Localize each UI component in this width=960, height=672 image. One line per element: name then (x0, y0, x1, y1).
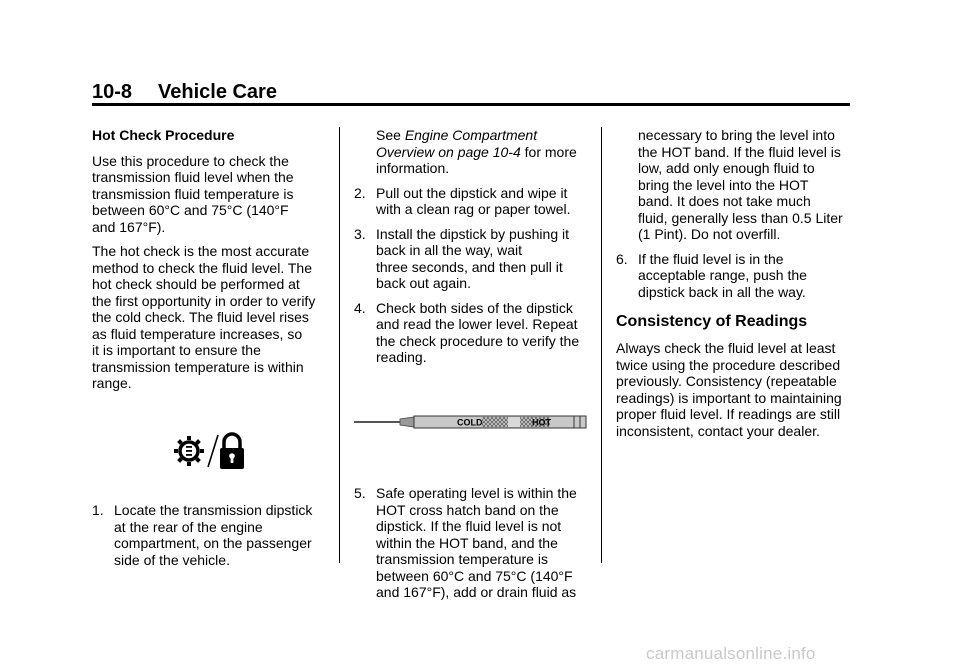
text-line: transmission fluid temperature is (92, 185, 294, 202)
text-line: The hot check is the most accurate (92, 243, 310, 259)
text-line: and 167°F). (92, 218, 166, 235)
step-2 (354, 185, 594, 218)
section-title: Vehicle Care (158, 81, 277, 103)
subheading-hot-check: Hot Check Procedure (92, 127, 235, 143)
step-5-continued (616, 127, 856, 243)
warning-icons (172, 431, 248, 471)
header-rule (92, 103, 850, 106)
dipstick-hot-label: HOT (532, 417, 551, 428)
text-line: low, add only enough fluid to (638, 160, 815, 176)
ref-link[interactable]: Overview on page 10-4 (376, 143, 521, 160)
text-line: acceptable range, push the (638, 267, 807, 283)
text-line: previously. Consistency (repeatable (616, 373, 837, 389)
text-line: at the rear of the engine (114, 518, 263, 535)
step-5 (354, 485, 594, 609)
column-3 (616, 127, 856, 447)
text-line: Use this procedure to check the (92, 152, 289, 169)
text-line: necessary to bring the level into (638, 127, 835, 143)
text-line: fluid, generally less than 0.5 Liter (638, 209, 843, 226)
column-1 (92, 127, 332, 400)
text-line: as fluid temperature increases, so (92, 325, 303, 342)
text-line: inconsistent, contact your dealer. (616, 422, 820, 439)
text-line: back out again. (376, 275, 471, 291)
text-line: method to check the fluid level. The (92, 259, 312, 276)
step-6 (616, 251, 856, 301)
text-line: between 60°C and 75°C (140°F (92, 202, 289, 218)
text-line: side of the vehicle. (114, 551, 230, 568)
text-line: proper fluid level. If readings are still (616, 406, 841, 422)
step-1 (92, 502, 332, 576)
text-line: (1 Pint). Do not overfill. (638, 226, 781, 242)
slash-separator (208, 435, 218, 467)
step-3 (354, 226, 594, 292)
transmission-temperature-icon (174, 436, 204, 466)
text-line: readings) is important to maintaining (616, 389, 842, 406)
page-number: 10-8 (92, 81, 133, 103)
text-line: and read the lower level. Repeat (376, 316, 578, 332)
text-line: it is important to ensure the (92, 342, 261, 358)
dipstick-cold-label: COLD (457, 417, 483, 428)
text-line: transmission fluid level when the (92, 169, 294, 185)
text-see: See (376, 127, 401, 143)
step-number: 5. (354, 485, 366, 501)
step-number: 1. (92, 502, 104, 518)
text-line: If the fluid level is in the (638, 250, 784, 267)
paragraph-intro (92, 153, 332, 236)
column-divider (339, 127, 340, 563)
text-line: the first opportunity in order to verify (92, 292, 316, 309)
text-line: Pull out the dipstick and wipe it (376, 184, 568, 201)
text-line: between 60°C and 75°C (140°F (376, 567, 573, 584)
text-line: information. (376, 160, 450, 176)
text-line: band. It does not take much (638, 193, 811, 209)
cross-reference (354, 127, 594, 177)
column-divider (601, 127, 602, 563)
text-line: reading. (376, 349, 427, 365)
watermark: carmanualsonline.info (646, 644, 816, 663)
text-line: hot check should be performed at (92, 276, 300, 292)
step-number: 4. (354, 299, 366, 316)
text-line: dipstick. If the fluid level is not (376, 518, 562, 534)
text-line: twice using the procedure described (616, 356, 841, 373)
text-line: dipstick back in all the way. (638, 283, 806, 300)
lock-icon (220, 434, 244, 469)
text-line: Safe operating level is within the (376, 485, 577, 501)
text-line: bring the level into the HOT (638, 176, 809, 193)
text-line: for more (524, 143, 577, 160)
text-line: the check procedure to verify the (376, 332, 580, 349)
ref-link[interactable]: Engine Compartment (404, 127, 538, 143)
step-number: 2. (354, 184, 366, 201)
step-4 (354, 300, 594, 366)
text-line: Check both sides of the dipstick (376, 299, 573, 316)
text-line: range. (92, 375, 132, 391)
text-line: Install the dipstick by pushing it (376, 225, 569, 242)
paragraph-consistency (616, 340, 856, 439)
page-header (92, 80, 850, 104)
heading-consistency: Consistency of Readings (616, 313, 808, 330)
text-line: the HOT band. If the fluid level is (638, 143, 841, 160)
text-line: HOT cross hatch band on the (376, 501, 559, 518)
text-line: Always check the fluid level at least (616, 340, 836, 356)
text-line: transmission temperature is (376, 551, 548, 567)
text-line: compartment, on the passenger (114, 535, 312, 551)
text-line: within the HOT band, and the (376, 534, 558, 551)
text-line: Locate the transmission dipstick (114, 502, 313, 518)
text-line: back in all the way, wait (376, 242, 523, 258)
paragraph-hot-check (92, 243, 332, 392)
text-line: the cold check. The fluid level rises (92, 309, 309, 325)
step-number: 3. (354, 225, 366, 242)
text-line: and 167°F), add or drain fluid as (376, 584, 577, 600)
text-line: three seconds, and then pull it (376, 258, 563, 275)
dipstick-illustration (354, 408, 590, 436)
text-line: transmission temperature is within (92, 358, 304, 375)
step-number: 6. (616, 250, 628, 267)
column-2 (354, 127, 594, 374)
text-line: with a clean rag or paper towel. (376, 201, 571, 217)
